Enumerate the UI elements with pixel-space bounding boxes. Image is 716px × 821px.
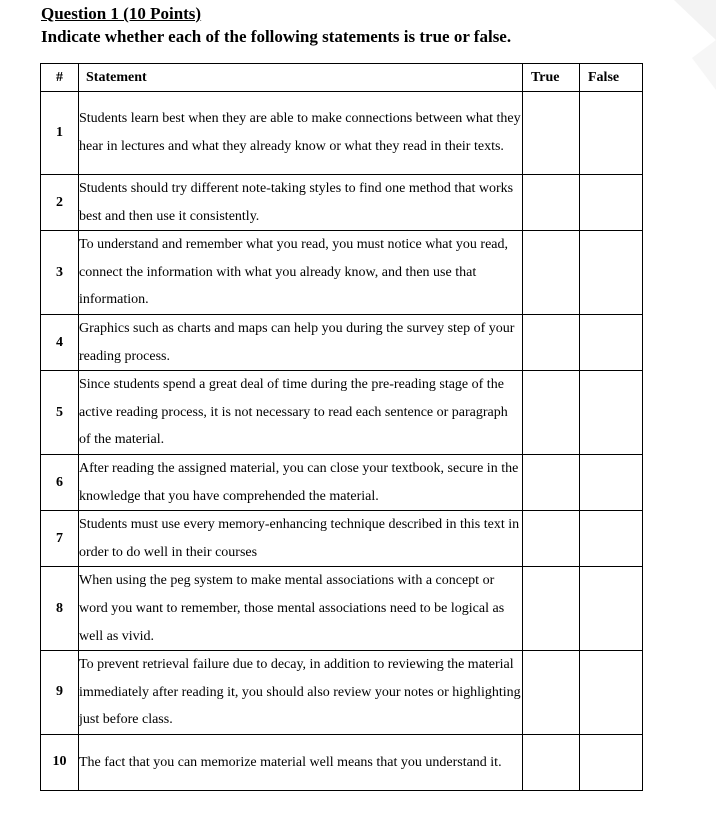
- table-header-row: [41, 64, 643, 92]
- false-answer-cell[interactable]: [580, 314, 643, 370]
- row-number: 7: [41, 511, 79, 567]
- table-row: [41, 734, 643, 790]
- false-answer-cell[interactable]: [580, 734, 643, 790]
- row-statement: To understand and remember what you read, you must notice what you read, connect the information with what you already know, and then use that information.: [79, 231, 523, 315]
- false-answer-cell[interactable]: [580, 511, 643, 567]
- true-answer-cell[interactable]: [523, 92, 580, 175]
- table-row: [41, 511, 643, 567]
- table-row: [41, 454, 643, 510]
- row-number: 8: [41, 567, 79, 651]
- row-number: 5: [41, 371, 79, 455]
- row-statement: Students must use every memory-enhancing technique described in this text in order to do well in their courses: [79, 511, 523, 567]
- header-number: #: [41, 64, 79, 92]
- table-row: [41, 651, 643, 735]
- table-row: [41, 314, 643, 370]
- question-instructions: Indicate whether each of the following statements is true or false.: [41, 27, 512, 46]
- false-answer-cell[interactable]: [580, 175, 643, 231]
- row-number: 10: [41, 734, 79, 790]
- table-row: [41, 175, 643, 231]
- false-answer-cell[interactable]: [580, 454, 643, 510]
- table-row: [41, 231, 643, 315]
- table-row: [41, 371, 643, 455]
- true-answer-cell[interactable]: [523, 734, 580, 790]
- false-answer-cell[interactable]: [580, 371, 643, 455]
- header-true: True: [523, 64, 580, 92]
- row-statement: Students learn best when they are able to make connections between what they hear in lectures and what they already know or what they read in their texts.: [79, 92, 523, 175]
- true-false-table: [40, 63, 643, 791]
- row-number: 6: [41, 454, 79, 510]
- header-false: False: [580, 64, 643, 92]
- row-number: 3: [41, 231, 79, 315]
- header-statement: Statement: [79, 64, 523, 92]
- table-row: [41, 567, 643, 651]
- row-number: 9: [41, 651, 79, 735]
- row-statement: Since students spend a great deal of time during the pre-reading stage of the active reading process, it is not necessary to read each sentence or paragraph of the material.: [79, 371, 523, 455]
- row-number: 2: [41, 175, 79, 231]
- row-number: 4: [41, 314, 79, 370]
- true-answer-cell[interactable]: [523, 454, 580, 510]
- true-answer-cell[interactable]: [523, 314, 580, 370]
- row-statement: When using the peg system to make mental associations with a concept or word you want to remember, those mental associations need to be logical as well as vivid.: [79, 567, 523, 651]
- false-answer-cell[interactable]: [580, 651, 643, 735]
- false-answer-cell[interactable]: [580, 92, 643, 175]
- row-number: 1: [41, 92, 79, 175]
- true-answer-cell[interactable]: [523, 511, 580, 567]
- row-statement: To prevent retrieval failure due to decay, in addition to reviewing the material immediately after reading it, you should also review your notes or highlighting just before class.: [79, 651, 523, 735]
- true-answer-cell[interactable]: [523, 567, 580, 651]
- false-answer-cell[interactable]: [580, 231, 643, 315]
- row-statement: Students should try different note-taking styles to find one method that works best and then use it consistently.: [79, 175, 523, 231]
- row-statement: The fact that you can memorize material well means that you understand it.: [79, 734, 523, 790]
- question-title: Question 1 (10 Points): [41, 4, 202, 23]
- false-answer-cell[interactable]: [580, 567, 643, 651]
- true-answer-cell[interactable]: [523, 175, 580, 231]
- row-statement: After reading the assigned material, you can close your textbook, secure in the knowledge that you have comprehended the material.: [79, 454, 523, 510]
- true-answer-cell[interactable]: [523, 231, 580, 315]
- true-answer-cell[interactable]: [523, 371, 580, 455]
- true-answer-cell[interactable]: [523, 651, 580, 735]
- row-statement: Graphics such as charts and maps can help you during the survey step of your reading process.: [79, 314, 523, 370]
- page-corner-watermark: [656, 0, 716, 90]
- table-row: [41, 92, 643, 175]
